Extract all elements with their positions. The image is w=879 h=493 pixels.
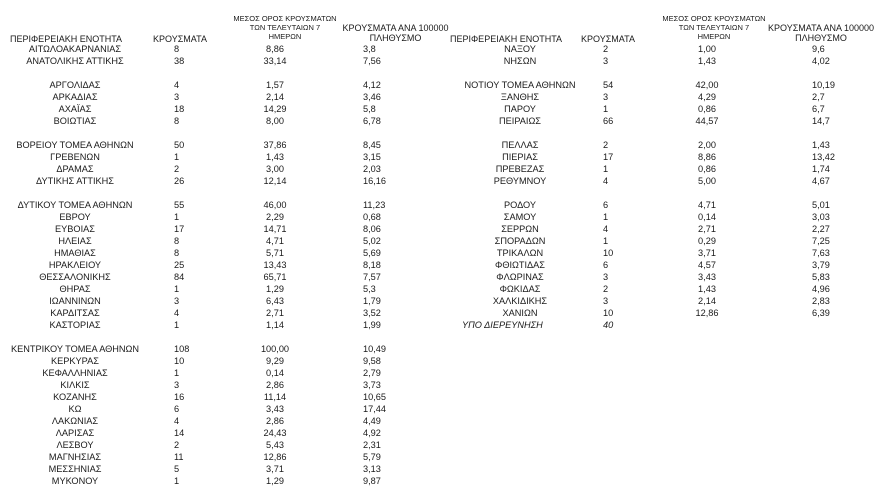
avg-cases-cell: 46,00: [263, 200, 287, 210]
table-row: [0, 380, 879, 391]
region-name-cell: ΚΕΝΤΡΙΚΟΥ ΤΟΜΕΑ ΑΘΗΝΩΝ: [10, 344, 140, 354]
region-name-cell: ΜΕΣΣΗΝΙΑΣ: [48, 464, 102, 474]
region-name-cell: ΗΜΑΘΙΑΣ: [54, 248, 96, 258]
region-name-cell: ΚΟΖΑΝΗΣ: [53, 392, 97, 402]
left-header-avg-line3: ΗΜΕΡΩΝ: [268, 32, 302, 41]
cases-cell: 4: [174, 308, 180, 318]
table-row: [0, 452, 879, 463]
region-name-cell: ΑΧΑΪΑΣ: [58, 104, 92, 114]
avg-cases-cell: 33,14: [263, 56, 287, 66]
rate-per-100k-cell: 5,69: [363, 248, 381, 258]
table-row: [0, 296, 879, 307]
avg-cases-cell: 2,29: [266, 212, 284, 222]
cases-cell: 3: [603, 56, 609, 66]
table-row: [0, 92, 879, 103]
rate-per-100k-cell: 10,65: [363, 392, 386, 402]
cases-cell: 3: [174, 380, 180, 390]
avg-cases-cell: 1,29: [266, 476, 284, 486]
cases-cell: 4: [603, 176, 609, 186]
avg-cases-cell: 3,00: [266, 164, 284, 174]
cases-cell: 3: [603, 272, 609, 282]
left-header-region: ΠΕΡΙΦΕΡΕΙΑΚΗ ΕΝΟΤΗΤΑ: [10, 34, 123, 44]
region-name-cell: ΡΕΘΥΜΝΟΥ: [493, 176, 547, 186]
region-name-cell: ΚΕΡΚΥΡΑΣ: [51, 356, 99, 366]
rate-per-100k-cell: 6,78: [363, 116, 381, 126]
rate-per-100k-cell: 1,74: [812, 164, 830, 174]
rate-per-100k-cell: 2,83: [812, 296, 830, 306]
table-row: [0, 200, 879, 211]
region-name-cell: ΞΑΝΘΗΣ: [500, 92, 540, 102]
avg-cases-cell: 3,43: [698, 272, 716, 282]
avg-cases-cell: 5,43: [266, 440, 284, 450]
rate-per-100k-cell: 4,12: [363, 80, 381, 90]
cases-cell: 17: [174, 224, 185, 234]
rate-per-100k-cell: 1,79: [363, 296, 381, 306]
region-name-cell: ΚΑΣΤΟΡΙΑΣ: [49, 320, 101, 330]
rate-per-100k-cell: 3,03: [812, 212, 830, 222]
table-row: [0, 320, 879, 331]
cases-cell: 2: [603, 44, 609, 54]
rate-per-100k-cell: 4,92: [363, 428, 381, 438]
cases-cell: 54: [603, 80, 614, 90]
rate-per-100k-cell: 9,87: [363, 476, 381, 486]
avg-cases-cell: 14,71: [263, 224, 287, 234]
rate-per-100k-cell: 14,7: [812, 116, 830, 126]
cases-cell: 66: [603, 116, 614, 126]
left-header-avg-line2: ΤΩΝ ΤΕΛΕΥΤΑΙΩΝ 7: [249, 23, 321, 32]
avg-cases-cell: 3,71: [698, 248, 716, 258]
table-row: [0, 344, 879, 355]
rate-per-100k-cell: 10,49: [363, 344, 386, 354]
region-name-cell: ΒΟΡΕΙΟΥ ΤΟΜΕΑ ΑΘΗΝΩΝ: [16, 140, 134, 150]
rate-per-100k-cell: 8,45: [363, 140, 381, 150]
avg-cases-cell: 2,00: [698, 140, 716, 150]
cases-cell: 25: [174, 260, 185, 270]
region-name-cell: ΛΑΡΙΣΑΣ: [55, 428, 95, 438]
cases-cell: 3: [174, 296, 180, 306]
right-header-region: ΠΕΡΙΦΕΡΕΙΑΚΗ ΕΝΟΤΗΤΑ: [450, 34, 563, 44]
cases-cell: 4: [174, 416, 180, 426]
avg-cases-cell: 14,29: [263, 104, 287, 114]
avg-cases-cell: 0,86: [698, 164, 716, 174]
region-name-cell: ΜΥΚΟΝΟΥ: [51, 476, 99, 486]
cases-cell: 11: [174, 452, 184, 462]
avg-cases-cell: 1,14: [266, 320, 284, 330]
table-row: [0, 284, 879, 295]
right-header-avg-line2: ΤΩΝ ΤΕΛΕΥΤΑΙΩΝ 7: [678, 23, 750, 32]
left-header-avg: [225, 14, 345, 41]
avg-cases-cell: 44,57: [695, 116, 719, 126]
rate-per-100k-cell: 3,52: [363, 308, 381, 318]
right-header-rate: [765, 23, 877, 43]
cases-cell: 1: [174, 152, 180, 162]
table-row: [0, 464, 879, 475]
region-name-cell: ΛΕΣΒΟΥ: [56, 440, 94, 450]
avg-cases-cell: 65,71: [263, 272, 287, 282]
region-name-cell: ΥΠΟ ΔΙΕΡΕΥΝΗΣΗ: [462, 320, 543, 330]
cases-cell: 1: [174, 368, 180, 378]
region-name-cell: ΚΕΦΑΛΛΗΝΙΑΣ: [42, 368, 108, 378]
table-row: [0, 416, 879, 427]
avg-cases-cell: 9,29: [266, 356, 284, 366]
right-header-avg-line3: ΗΜΕΡΩΝ: [697, 32, 731, 41]
avg-cases-cell: 8,86: [266, 44, 284, 54]
region-name-cell: ΘΕΣΣΑΛΟΝΙΚΗΣ: [39, 272, 111, 282]
region-name-cell: ΑΡΓΟΛΙΔΑΣ: [49, 80, 101, 90]
table-row: [0, 248, 879, 259]
avg-cases-cell: 12,86: [263, 452, 287, 462]
region-name-cell: ΑΙΤΩΛΟΑΚΑΡΝΑΝΙΑΣ: [28, 44, 122, 54]
rate-per-100k-cell: 3,8: [363, 44, 376, 54]
table-row: [0, 236, 879, 247]
avg-cases-cell: 0,86: [698, 104, 716, 114]
avg-cases-cell: 5,00: [698, 176, 716, 186]
cases-cell: 3: [603, 92, 609, 102]
region-name-cell: ΠΡΕΒΕΖΑΣ: [495, 164, 545, 174]
table-row: [0, 356, 879, 367]
table-row: [0, 392, 879, 403]
avg-cases-cell: 12,14: [263, 176, 287, 186]
cases-cell: 1: [174, 320, 180, 330]
avg-cases-cell: 1,29: [266, 284, 284, 294]
rate-per-100k-cell: 4,67: [812, 176, 830, 186]
cases-cell: 108: [174, 344, 190, 354]
avg-cases-cell: 1,57: [266, 80, 284, 90]
cases-cell: 10: [174, 356, 185, 366]
region-name-cell: ΡΟΔΟΥ: [503, 200, 536, 210]
table-row: [0, 212, 879, 223]
left-header-rate-line2: ΠΛΗΘΥΣΜΟ: [369, 33, 422, 43]
cases-cell: 38: [174, 56, 185, 66]
region-name-cell: ΔΥΤΙΚΟΥ ΤΟΜΕΑ ΑΘΗΝΩΝ: [17, 200, 133, 210]
rate-per-100k-cell: 7,56: [363, 56, 381, 66]
rate-per-100k-cell: 10,19: [812, 80, 835, 90]
avg-cases-cell: 37,86: [263, 140, 287, 150]
rate-per-100k-cell: 6,39: [812, 308, 830, 318]
right-header-avg-line1: ΜΕΣΟΣ ΟΡΟΣ ΚΡΟΥΣΜΑΤΩΝ: [662, 14, 766, 23]
avg-cases-cell: 2,86: [266, 380, 284, 390]
rate-per-100k-cell: 4,49: [363, 416, 381, 426]
avg-cases-cell: 11,14: [263, 392, 287, 402]
right-header-rate-line1: ΚΡΟΥΣΜΑΤΑ ΑΝΑ 100000: [768, 23, 874, 33]
right-header-avg: [654, 14, 774, 41]
cases-cell: 1: [174, 212, 180, 222]
region-name-cell: ΣΕΡΡΩΝ: [501, 224, 539, 234]
rate-per-100k-cell: 2,7: [812, 92, 825, 102]
cases-cell: 18: [174, 104, 185, 114]
rate-per-100k-cell: 3,46: [363, 92, 381, 102]
cases-cell: 6: [603, 260, 609, 270]
rate-per-100k-cell: 2,03: [363, 164, 381, 174]
cases-cell: 40: [603, 320, 614, 330]
region-name-cell: ΛΑΚΩΝΙΑΣ: [51, 416, 99, 426]
avg-cases-cell: 3,43: [266, 404, 284, 414]
rate-per-100k-cell: 3,15: [363, 152, 381, 162]
left-header-rate: [338, 23, 453, 43]
avg-cases-cell: 2,71: [266, 308, 284, 318]
avg-cases-cell: 4,57: [698, 260, 716, 270]
region-name-cell: ΦΘΙΩΤΙΔΑΣ: [494, 260, 545, 270]
table-row: [0, 44, 879, 55]
cases-cell: 3: [174, 92, 180, 102]
rate-per-100k-cell: 8,06: [363, 224, 381, 234]
rate-per-100k-cell: 7,25: [812, 236, 830, 246]
avg-cases-cell: 6,43: [266, 296, 284, 306]
avg-cases-cell: 13,43: [263, 260, 287, 270]
cases-cell: 84: [174, 272, 185, 282]
region-name-cell: ΑΡΚΑΔΙΑΣ: [52, 92, 98, 102]
region-name-cell: ΧΑΛΚΙΔΙΚΗΣ: [492, 296, 548, 306]
region-name-cell: ΚΑΡΔΙΤΣΑΣ: [50, 308, 100, 318]
cases-cell: 17: [603, 152, 614, 162]
cases-cell: 8: [174, 236, 180, 246]
avg-cases-cell: 4,71: [698, 200, 716, 210]
cases-cell: 10: [603, 308, 614, 318]
table-row: [0, 368, 879, 379]
avg-cases-cell: 2,14: [698, 296, 716, 306]
region-name-cell: ΝΑΞΟΥ: [504, 44, 536, 54]
region-name-cell: ΤΡΙΚΑΛΩΝ: [496, 248, 544, 258]
avg-cases-cell: 3,71: [266, 464, 284, 474]
region-name-cell: ΓΡΕΒΕΝΩΝ: [50, 152, 100, 162]
cases-cell: 2: [603, 140, 609, 150]
cases-cell: 55: [174, 200, 185, 210]
avg-cases-cell: 24,43: [263, 428, 287, 438]
rate-per-100k-cell: 5,83: [812, 272, 830, 282]
region-name-cell: ΣΠΟΡΑΔΩΝ: [494, 236, 546, 246]
avg-cases-cell: 2,14: [266, 92, 284, 102]
cases-cell: 2: [174, 440, 180, 450]
left-header-avg-line1: ΜΕΣΟΣ ΟΡΟΣ ΚΡΟΥΣΜΑΤΩΝ: [233, 14, 337, 23]
table-row: [0, 440, 879, 451]
table-row: [0, 428, 879, 439]
rate-per-100k-cell: 3,73: [363, 380, 381, 390]
region-name-cell: ΚΙΛΚΙΣ: [60, 380, 90, 390]
rate-per-100k-cell: 0,68: [363, 212, 381, 222]
table-row: [0, 404, 879, 415]
rate-per-100k-cell: 3,13: [363, 464, 381, 474]
cases-cell: 14: [174, 428, 185, 438]
left-header-cases: ΚΡΟΥΣΜΑΤΑ: [153, 34, 207, 44]
right-header-cases: ΚΡΟΥΣΜΑΤΑ: [581, 34, 635, 44]
rate-per-100k-cell: 3,79: [812, 260, 830, 270]
cases-cell: 8: [174, 44, 180, 54]
avg-cases-cell: 1,43: [266, 152, 284, 162]
avg-cases-cell: 1,00: [698, 44, 716, 54]
table-row: [0, 476, 879, 487]
rate-per-100k-cell: 5,3: [363, 284, 376, 294]
region-name-cell: ΗΡΑΚΛΕΙΟΥ: [48, 260, 102, 270]
cases-cell: 6: [603, 200, 609, 210]
avg-cases-cell: 1,43: [698, 56, 716, 66]
table-row: [0, 80, 879, 91]
table-row: [0, 116, 879, 127]
rate-per-100k-cell: 4,02: [812, 56, 830, 66]
cases-cell: 16: [174, 392, 185, 402]
rate-per-100k-cell: 5,79: [363, 452, 381, 462]
rate-per-100k-cell: 2,79: [363, 368, 381, 378]
rate-per-100k-cell: 7,57: [363, 272, 381, 282]
rate-per-100k-cell: 8,18: [363, 260, 381, 270]
cases-cell: 4: [603, 224, 609, 234]
region-name-cell: ΝΗΣΩΝ: [503, 56, 537, 66]
table-row: [0, 56, 879, 67]
avg-cases-cell: 8,86: [698, 152, 716, 162]
left-header-rate-line1: ΚΡΟΥΣΜΑΤΑ ΑΝΑ 100000: [342, 23, 449, 33]
rate-per-100k-cell: 11,23: [363, 200, 386, 210]
rate-per-100k-cell: 1,43: [812, 140, 830, 150]
region-name-cell: ΔΡΑΜΑΣ: [56, 164, 94, 174]
avg-cases-cell: 42,00: [695, 80, 719, 90]
region-name-cell: ΕΒΡΟΥ: [59, 212, 91, 222]
region-name-cell: ΠΕΙΡΑΙΩΣ: [499, 116, 541, 126]
table-row: [0, 272, 879, 283]
avg-cases-cell: 2,71: [698, 224, 716, 234]
region-name-cell: ΚΩ: [68, 404, 82, 414]
region-name-cell: ΠΙΕΡΙΑΣ: [502, 152, 538, 162]
region-name-cell: ΔΥΤΙΚΗΣ ΑΤΤΙΚΗΣ: [36, 176, 114, 186]
table-row: [0, 260, 879, 271]
cases-cell: 10: [603, 248, 614, 258]
cases-cell: 1: [603, 212, 609, 222]
table-row: [0, 224, 879, 235]
rate-per-100k-cell: 17,44: [363, 404, 386, 414]
avg-cases-cell: 8,00: [266, 116, 284, 126]
rate-per-100k-cell: 9,58: [363, 356, 381, 366]
region-name-cell: ΙΩΑΝΝΙΝΩΝ: [49, 296, 101, 306]
cases-cell: 26: [174, 176, 185, 186]
region-name-cell: ΝΟΤΙΟΥ ΤΟΜΕΑ ΑΘΗΝΩΝ: [464, 80, 576, 90]
rate-per-100k-cell: 1,99: [363, 320, 381, 330]
rate-per-100k-cell: 5,01: [812, 200, 830, 210]
cases-cell: 8: [174, 248, 180, 258]
rate-per-100k-cell: 2,27: [812, 224, 830, 234]
region-name-cell: ΒΟΙΩΤΙΑΣ: [53, 116, 97, 126]
region-name-cell: ΧΑΝΙΩΝ: [502, 308, 538, 318]
avg-cases-cell: 2,86: [266, 416, 284, 426]
rate-per-100k-cell: 4,96: [812, 284, 830, 294]
avg-cases-cell: 4,71: [266, 236, 284, 246]
cases-cell: 3: [603, 296, 609, 306]
rate-per-100k-cell: 13,42: [812, 152, 835, 162]
region-name-cell: ΜΑΓΝΗΣΙΑΣ: [48, 452, 102, 462]
avg-cases-cell: 100,00: [260, 344, 290, 354]
rate-per-100k-cell: 7,63: [812, 248, 830, 258]
cases-cell: 4: [174, 80, 180, 90]
avg-cases-cell: 4,29: [698, 92, 716, 102]
table-row: [0, 164, 879, 175]
cases-cell: 1: [603, 236, 609, 246]
avg-cases-cell: 5,71: [266, 248, 284, 258]
region-name-cell: ΗΛΕΙΑΣ: [58, 236, 92, 246]
cases-cell: 1: [603, 164, 609, 174]
cases-cell: 5: [174, 464, 180, 474]
avg-cases-cell: 12,86: [695, 308, 719, 318]
region-name-cell: ΕΥΒΟΙΑΣ: [55, 224, 95, 234]
cases-cell: 2: [603, 284, 609, 294]
cases-cell: 50: [174, 140, 185, 150]
region-name-cell: ΣΑΜΟΥ: [503, 212, 537, 222]
region-name-cell: ΠΑΡΟΥ: [504, 104, 536, 114]
cases-cell: 1: [174, 284, 180, 294]
right-header-rate-line2: ΠΛΗΘΥΣΜΟ: [795, 33, 847, 43]
table-row: [0, 152, 879, 163]
rate-per-100k-cell: 16,16: [363, 176, 386, 186]
rate-per-100k-cell: 6,7: [812, 104, 825, 114]
region-name-cell: ΘΗΡΑΣ: [59, 284, 91, 294]
avg-cases-cell: 1,43: [698, 284, 716, 294]
cases-cell: 1: [174, 476, 180, 486]
region-name-cell: ΦΛΩΡΙΝΑΣ: [496, 272, 544, 282]
region-name-cell: ΠΕΛΛΑΣ: [501, 140, 539, 150]
region-name-cell: ΑΝΑΤΟΛΙΚΗΣ ΑΤΤΙΚΗΣ: [26, 56, 124, 66]
table-row: [0, 104, 879, 115]
region-name-cell: ΦΩΚΙΔΑΣ: [499, 284, 541, 294]
avg-cases-cell: 0,14: [698, 212, 716, 222]
rate-per-100k-cell: 9,6: [812, 44, 825, 54]
cases-cell: 1: [603, 104, 609, 114]
rate-per-100k-cell: 5,8: [363, 104, 376, 114]
cases-cell: 2: [174, 164, 180, 174]
rate-per-100k-cell: 2,31: [363, 440, 381, 450]
rate-per-100k-cell: 5,02: [363, 236, 381, 246]
table-row: [0, 176, 879, 187]
cases-cell: 6: [174, 404, 180, 414]
cases-cell: 8: [174, 116, 180, 126]
avg-cases-cell: 0,29: [698, 236, 716, 246]
table-row: [0, 308, 879, 319]
avg-cases-cell: 0,14: [266, 368, 284, 378]
table-row: [0, 140, 879, 151]
